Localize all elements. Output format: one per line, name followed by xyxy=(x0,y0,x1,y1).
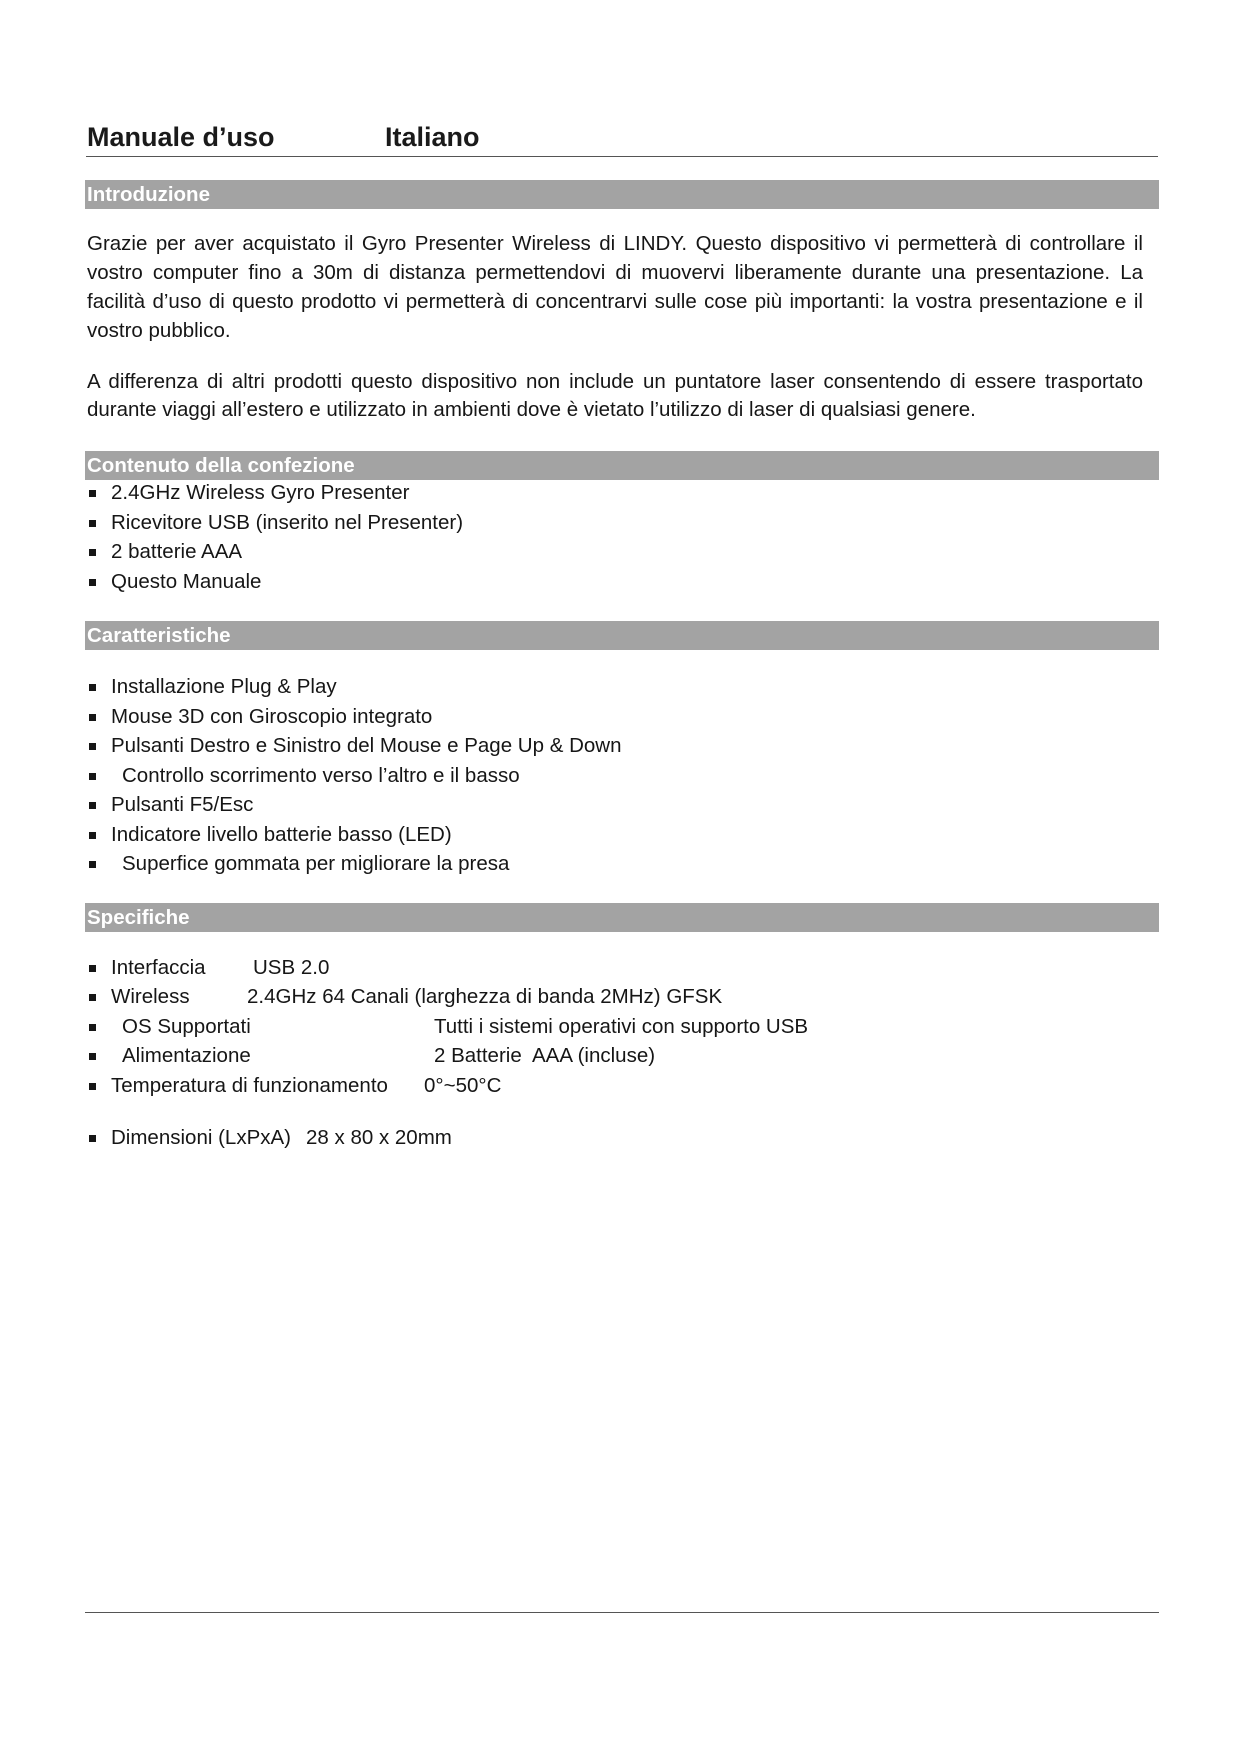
language-label: Italiano xyxy=(385,122,480,152)
list-item: Pulsanti F5/Esc xyxy=(87,790,621,820)
list-item: Controllo scorrimento verso l’altro e il basso xyxy=(87,761,621,791)
list-item: Superfice gommata per migliorare la presa xyxy=(87,849,621,879)
list-item: Mouse 3D con Giroscopio integrato xyxy=(87,702,621,732)
spec-row-temperatura xyxy=(87,1071,987,1101)
spec-row-alimentazione xyxy=(87,1041,987,1071)
list-item: 2 batterie AAA xyxy=(87,537,463,567)
footer-divider xyxy=(85,1612,1159,1613)
spec-row-interfaccia xyxy=(87,953,987,983)
spec-label: Interfaccia xyxy=(111,956,206,979)
list-item: Indicatore livello batterie basso (LED) xyxy=(87,820,621,850)
spec-label: Temperatura di funzionamento xyxy=(111,1074,388,1097)
spec-value: 2.4GHz 64 Canali (larghezza di banda 2MHz) GFSK xyxy=(247,985,723,1008)
spec-value: 0°~50°C xyxy=(424,1074,502,1097)
spec-label: OS Supportati xyxy=(122,1015,251,1038)
list-item: Questo Manuale xyxy=(87,567,463,597)
list-item: Ricevitore USB (inserito nel Presenter) xyxy=(87,508,463,538)
list-item: Installazione Plug & Play xyxy=(87,672,621,702)
section-heading-introduzione: Introduzione xyxy=(85,180,1159,209)
spec-value: 28 x 80 x 20mm xyxy=(306,1126,452,1149)
spec-label: Wireless xyxy=(111,985,190,1008)
spec-label: Dimensioni (LxPxA) xyxy=(111,1126,291,1149)
page-title: Manuale d’uso xyxy=(87,122,275,152)
spec-row-os xyxy=(87,1012,987,1042)
features-list xyxy=(87,672,621,879)
section-heading-caratteristiche: Caratteristiche xyxy=(85,621,1159,650)
list-item: 2.4GHz Wireless Gyro Presenter xyxy=(87,478,463,508)
section-heading-contenuto: Contenuto della confezione xyxy=(85,451,1159,480)
contents-list xyxy=(87,478,463,596)
page-header xyxy=(86,120,1158,157)
intro-paragraph-2: A differenza di altri prodotti questo dispositivo non include un puntatore laser consentendo di essere trasportato durante viaggi all’estero e utilizzato in ambienti dove è vietato l’utilizzo di laser di qualsiasi genere. xyxy=(87,370,1143,421)
spec-value: Tutti i sistemi operativi con supporto USB xyxy=(434,1015,809,1038)
spec-value: 2 Batterie AAA (incluse) xyxy=(434,1044,656,1067)
spec-label: Alimentazione xyxy=(122,1044,251,1067)
list-item: Pulsanti Destro e Sinistro del Mouse e Page Up & Down xyxy=(87,731,621,761)
intro-paragraph-1: Grazie per aver acquistato il Gyro Presenter Wireless di LINDY. Questo dispositivo vi permetterà di controllare il vostro computer fino a 30m di distanza permettendovi di muovervi liberamente durante una presentazione. La facilità d’uso di questo prodotto vi permetterà di concentrarvi sulle cose più importanti: la vostra presentazione e il vostro pubblico. xyxy=(87,232,1143,342)
spec-value: USB 2.0 xyxy=(253,956,330,979)
spec-row-wireless xyxy=(87,982,987,1012)
section-heading-specifiche: Specifiche xyxy=(85,903,1159,932)
spec-row-dimensioni xyxy=(87,1123,987,1153)
